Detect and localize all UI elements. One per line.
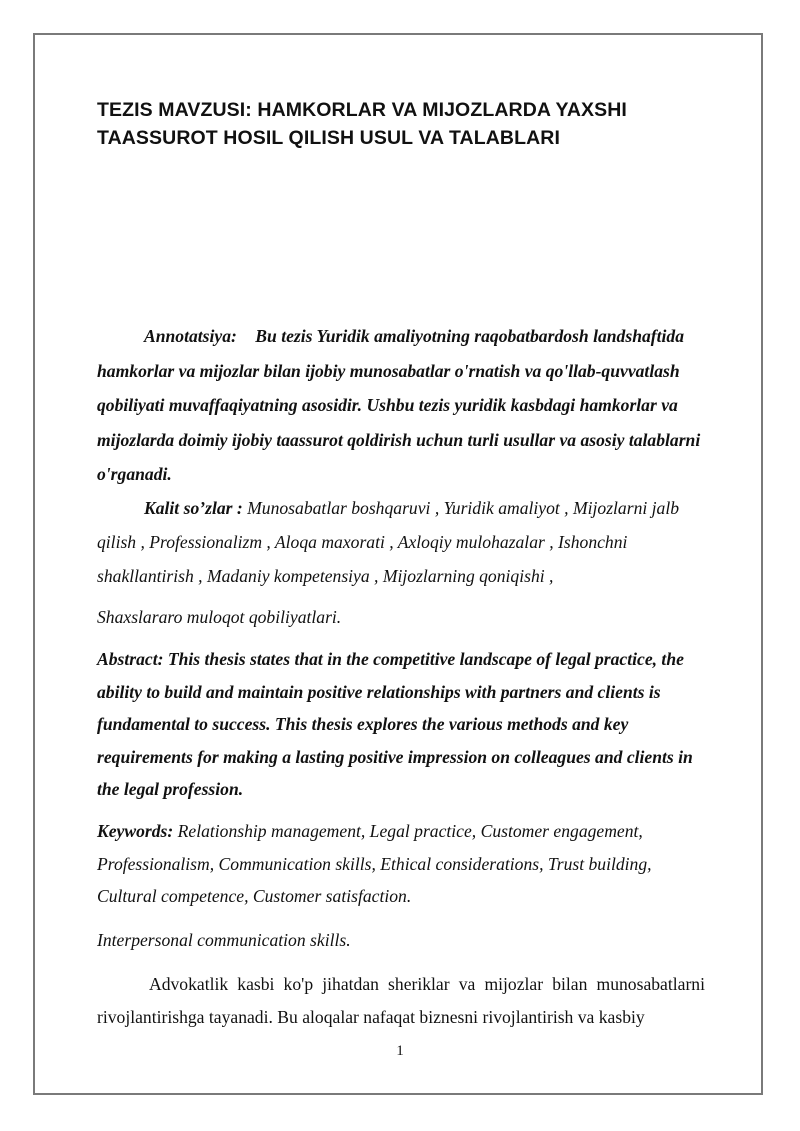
keywords-label: Keywords: [97,821,174,841]
abstract-paragraph: Abstract: This thesis states that in the competitive landscape of legal practice, the ability to build and maintain positive relationships with partners and clients is fundamental to success. This thesis explores the various methods and key requirements for making a lasting positive impression on colleagues and clients in the legal profession. [97,649,693,799]
annotation-paragraph [97,319,705,492]
keywords-tail: Interpersonal communication skills. [97,930,351,950]
keywords-text: Relationship management, Legal practice, Customer engagement, Professionalism, Communication skills, Ethical considerations, Trust building, Cultural competence, Customer satisfaction. [97,821,652,906]
annotation-label: Annotatsiya: [144,326,237,346]
body-paragraph: Advokatlik kasbi ko'p jihatdan sheriklar va mijozlar bilan munosabatlarni rivojlantirishga tayanadi. Bu aloqalar nafaqat biznesni rivojlantirish va kasbiy [97,974,705,1027]
kalit-sozlar-tail: Shaxslararo muloqot qobiliyatlari. [97,607,342,627]
page-number: 1 [396,1043,404,1059]
kalit-sozlar-label: Kalit so’zlar : [144,498,243,518]
keywords-paragraph [97,815,705,913]
document-title: TEZIS MAVZUSI: HAMKORLAR VA MIJOZLARDA YAXSHI TAASSUROT HOSIL QILISH USUL VA TALABLARI [97,99,627,149]
kalit-sozlar-text: Munosabatlar boshqaruvi , Yuridik amaliyot , Mijozlarni jalb qilish , Professionalizm , Aloqa maxorati , Axloqiy mulohazalar , Ishonchni shakllantirish , Madaniy kompetensiya , Mijozlarning qoniqishi , [97,498,680,586]
kalit-sozlar-paragraph [97,491,705,593]
annotation-text: Bu tezis Yuridik amaliyotning raqobatbardosh landshaftida hamkorlar va mijozlar bilan ijobiy munosabatlar o'rnatish va qo'llab-quvvatlash qobiliyati muvaffaqiyatning asosidir. Ushbu tezis yuridik kasbdagi hamkorlar va mijozlarda doimiy ijobiy taassurot qoldirish uchun turli usullar va asosiy talablarni o'rganadi. [97,326,701,484]
